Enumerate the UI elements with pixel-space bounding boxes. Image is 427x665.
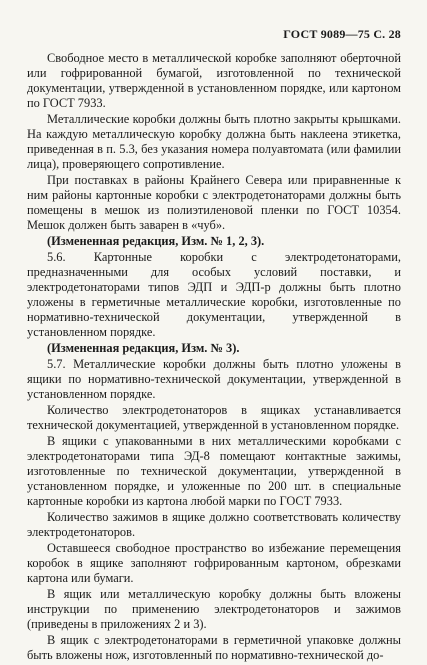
paragraph: Количество зажимов в ящике должно соответствовать количеству электродетонаторов. [27,510,401,539]
paragraph: При поставках в районы Крайнего Севера или приравненные к ним районы картонные коробки с электродетонаторами должны быть помещены в мешок из полиэтиленовой пленки по ГОСТ 10354. Мешок должен быть заварен в «чуб». [27,173,401,232]
document-body [27,51,401,663]
paragraph: В ящик с электродетонаторами в герметичной упаковке должны быть вложены нож, изготовленный по нормативно-технической до- [27,633,401,662]
paragraph: Металлические коробки должны быть плотно закрыты крышками. На каждую металлическую коробку должна быть наклеена этикетка, приведенная в п. 5.3, без указания номера полуавтомата (или фамилии лица), проверяющего сопротивление. [27,112,401,171]
amendment-note: (Измененная редакция, Изм. № 1, 2, 3). [47,234,265,248]
paragraph: 5.6. Картонные коробки с электродетонаторами, предназначенными для особых условий поставки, и электродетонаторами типов ЭДП и ЭДП-р должны быть плотно уложены в герметичные металлические коробки, изготовленные по нормативно-технической документации, утвержденной в установленном порядке. [27,250,401,339]
paragraph: В ящик или металлическую коробку должны быть вложены инструкции по применению электродетонаторов и зажимов (приведены в приложениях 2 и 3). [27,587,401,631]
paragraph: Количество электродетонаторов в ящиках устанавливается технической документацией, утвержденной в установленном порядке. [27,403,401,432]
paragraph: Свободное место в металлической коробке заполняют оберточной или гофрированной бумагой, изготовленной по технической документации, утвержденной в установленном порядке, или картоном по ГОСТ 7933. [27,51,401,110]
paragraph: Оставшееся свободное пространство во избежание перемещения коробок в ящике заполняют гофрированным картоном, обрезками картона или бумаги. [27,541,401,585]
page-header: ГОСТ 9089—75 С. 28 [283,27,401,41]
amendment-note: (Измененная редакция, Изм. № 3). [47,341,240,355]
paragraph: 5.7. Металлические коробки должны быть плотно уложены в ящики по нормативно-технической документации, утвержденной в установленном порядке. [27,357,401,401]
paragraph: В ящики с упакованными в них металлическими коробками с электродетонаторами типа ЭД-8 помещают контактные зажимы, изготовленные по технической документации, утвержденной в установленном порядке, и уложенные по 200 шт. в специальные картонные коробки из картона любой марки по ГОСТ 7933. [27,434,401,508]
